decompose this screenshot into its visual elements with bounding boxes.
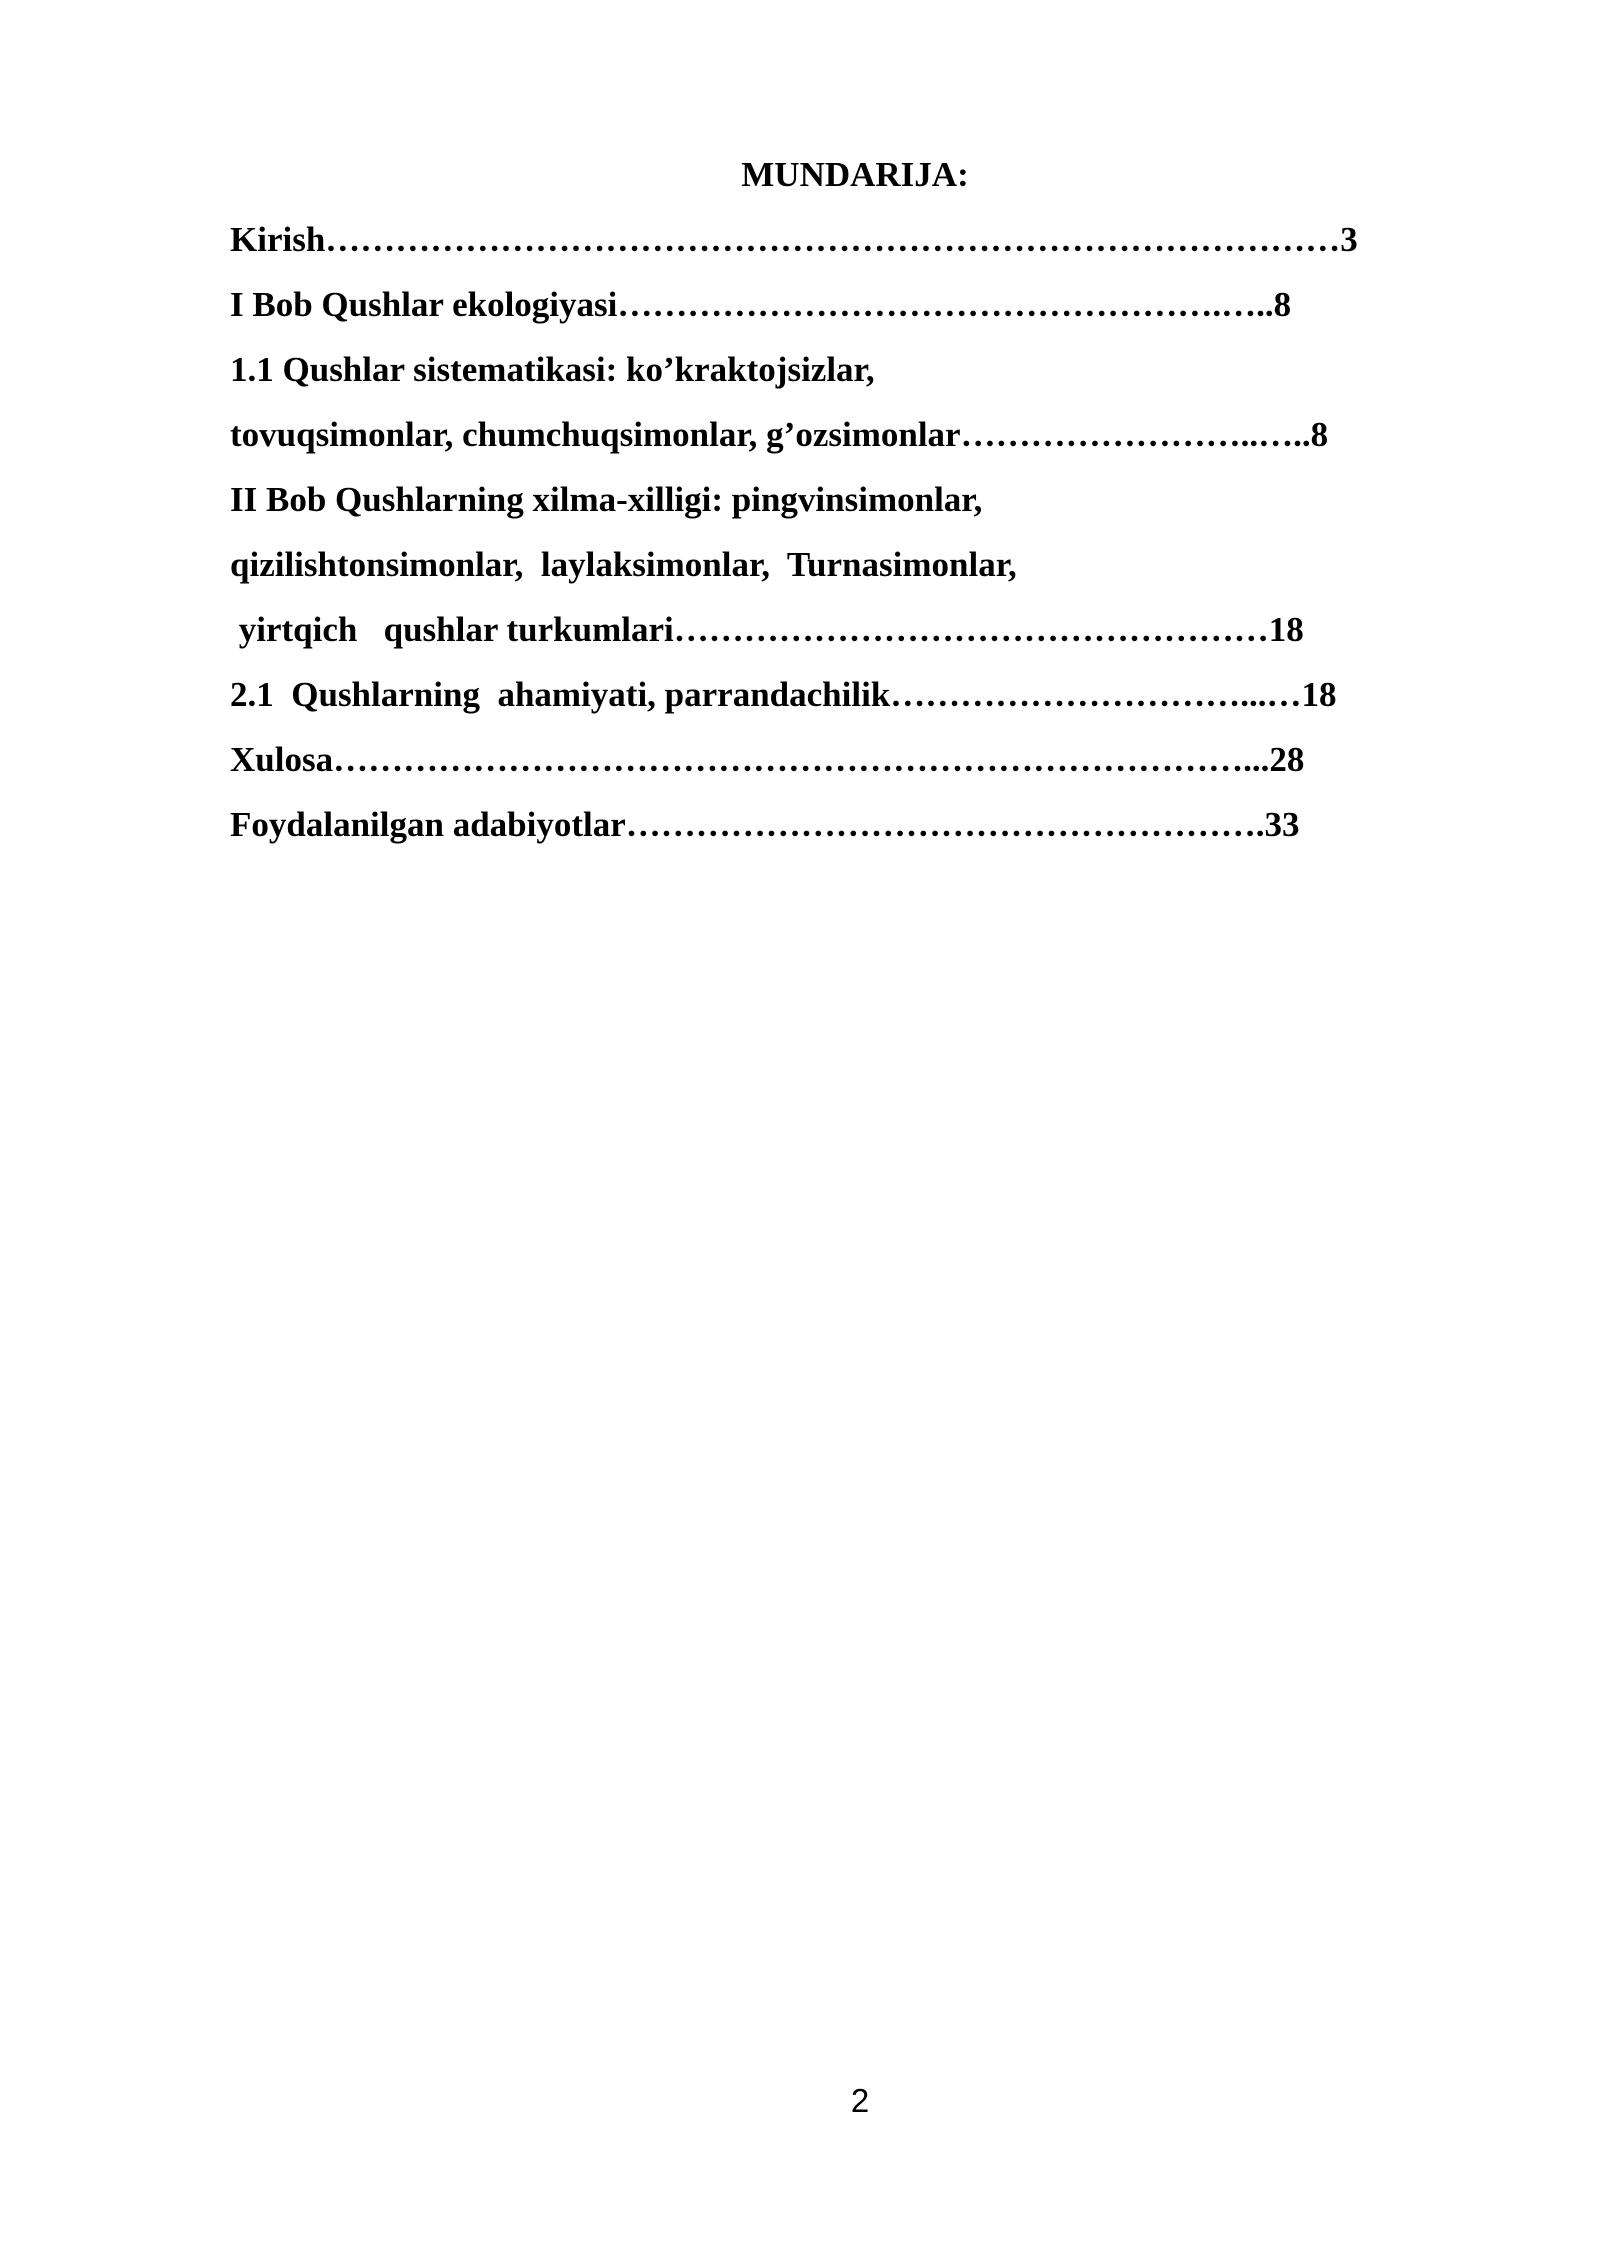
toc-line-xulosa: Xulosa……………………………………………………………………...28 (230, 740, 1305, 779)
toc-line-section-1-1-continued: tovuqsimonlar, chumchuqsimonlar, g’ozsimonlar……………………..…..8 (230, 415, 1329, 454)
toc-heading: MUNDARIJA: (741, 155, 969, 194)
toc-line-section-1-1: 1.1 Qushlar sistematikasi: ko’kraktojsizlar, (230, 350, 875, 389)
toc-line-kirish: Kirish……………………………………………………………………………3 (230, 220, 1358, 259)
toc-line-references: Foydalanilgan adabiyotlar……………………………………………….33 (230, 805, 1300, 844)
toc-line-chapter-2-continued: qizilishtonsimonlar, laylaksimonlar, Turnasimonlar, (230, 545, 1017, 584)
table-of-contents (230, 215, 1480, 865)
toc-line-chapter-2: II Bob Qushlarning xilma-xilligi: pingvinsimonlar, (230, 480, 983, 519)
toc-line-chapter-1: I Bob Qushlar ekologiyasi…………………………………………….…..8 (230, 285, 1292, 324)
page-number: 2 (850, 2082, 870, 2119)
toc-line-section-2-1: 2.1 Qushlarning ahamiyati, parrandachilik…………………………...…18 (230, 675, 1337, 714)
toc-line-chapter-2-end: yirtqich qushlar turkumlari……………………………………………18 (230, 610, 1304, 649)
